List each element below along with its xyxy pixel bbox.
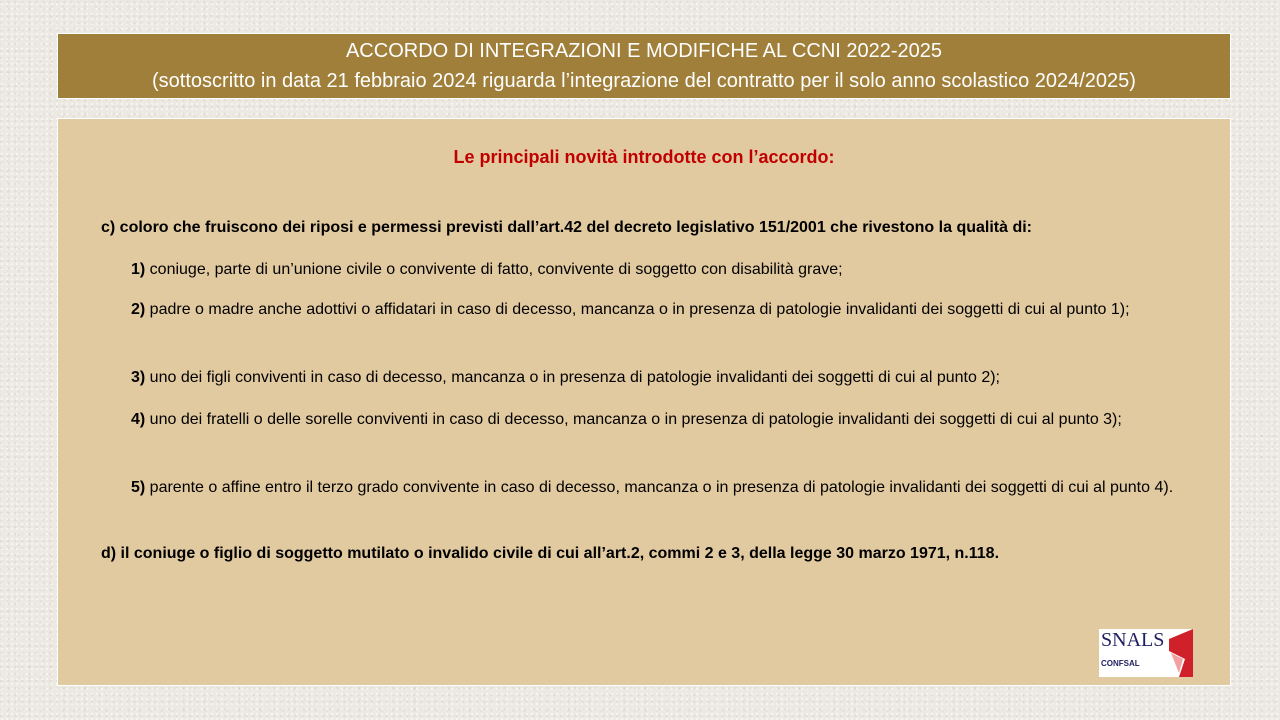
slide-header <box>57 33 1231 99</box>
sub-item-3 <box>131 365 1188 391</box>
sub-item-text: parente o affine entro il terzo grado convivente in caso di decesso, mancanza o in presenza di patologie invalidanti dei soggetti di cui al punto 4). <box>145 479 1174 496</box>
header-title: ACCORDO DI INTEGRAZIONI E MODIFICHE AL CCNI 2022-2025 <box>345 40 943 62</box>
header-subtitle: (sottoscritto in data 21 febbraio 2024 riguarda l’integrazione del contratto per il solo anno scolastico 2024/2025) <box>152 70 1136 92</box>
sub-item-number: 4) <box>131 411 146 428</box>
sub-item-text: uno dei figli conviventi in caso di decesso, mancanza o in presenza di patologie invalidanti dei soggetti di cui al punto 2); <box>145 369 1000 386</box>
sub-item-number: 5) <box>131 479 146 496</box>
logo-name: SNALS <box>1101 629 1165 651</box>
sub-item-number: 2) <box>131 301 146 318</box>
sub-item-number: 1) <box>131 261 146 278</box>
sub-item-number: 3) <box>131 369 146 386</box>
sub-item-1 <box>131 257 1188 283</box>
content-subtitle: Le principali novità introdotte con l’accordo: <box>453 147 835 167</box>
sub-item-5 <box>131 475 1188 501</box>
sub-item-2 <box>131 297 1188 323</box>
sub-item-4 <box>131 407 1188 433</box>
item-c: c) coloro che fruiscono dei riposi e permessi previsti dall’art.42 del decreto legislativo 151/2001 che rivestono la qualità di: <box>101 219 1032 236</box>
sub-item-text: padre o madre anche adottivi o affidatari in caso di decesso, mancanza o in presenza di patologie invalidanti dei soggetti di cui al punto 1); <box>145 301 1130 318</box>
item-d: d) il coniuge o figlio di soggetto mutilato o invalido civile di cui all’art.2, commi 2 e 3, della legge 30 marzo 1971, n.118. <box>101 545 1000 562</box>
sub-item-text: uno dei fratelli o delle sorelle conviventi in caso di decesso, mancanza o in presenza di patologie invalidanti dei soggetti di cui al punto 3); <box>145 411 1122 428</box>
sub-item-text: coniuge, parte di un’unione civile o convivente di fatto, convivente di soggetto con disabilità grave; <box>145 261 843 278</box>
snals-logo <box>1099 629 1193 677</box>
content-panel <box>57 118 1231 686</box>
logo-confsal: CONFSAL <box>1101 659 1140 668</box>
